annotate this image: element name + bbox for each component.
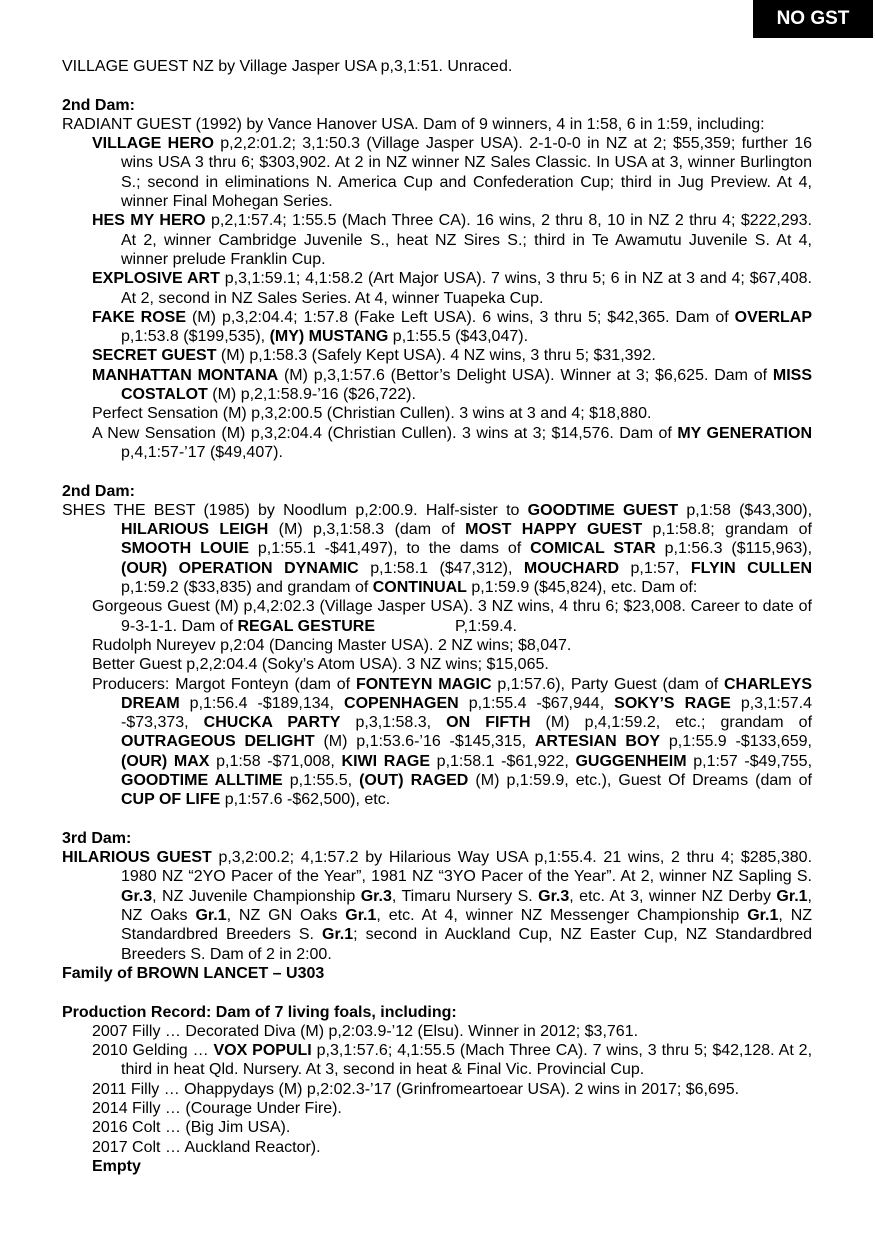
list-item: Empty — [92, 1157, 141, 1175]
pedigree-document — [62, 57, 812, 1176]
family-line: Family of BROWN LANCET – U303 — [62, 964, 325, 982]
no-gst-badge: NO GST — [753, 0, 873, 38]
list-item: A New Sensation (M) p,3,2:04.4 (Christian Cullen). 3 wins at 3; $14,576. Dam of MY GENERATION p,4,1:57-’17 ($49,407). — [92, 424, 812, 461]
list-item: SECRET GUEST (M) p,1:58.3 (Safely Kept USA). 4 NZ wins, 3 thru 5; $31,392. — [92, 347, 656, 365]
list-item: 2010 Gelding … VOX POPULI p,3,1:57.6; 4,1:55.5 (Mach Three CA). 7 wins, 3 thru 5; $42,128. At 2, third in heat Qld. Nursery. At 3, second in heat & Final Vic. Provincial Cup. — [92, 1042, 813, 1079]
dam-description: RADIANT GUEST (1992) by Vance Hanover USA. Dam of 9 winners, 4 in 1:58, 6 in 1:59, including: — [62, 115, 765, 133]
list-item: 2011 Filly … Ohappydays (M) p,2:02.3-’17 (Grinfromeartoear USA). 2 wins in 2017; $6,695. — [92, 1080, 740, 1098]
list-item: Producers: Margot Fonteyn (dam of FONTEYN MAGIC p,1:57.6), Party Guest (dam of CHARLEYS DREAM p,1:56.4 -$189,134, COPENHAGEN p,1:55.4 -$67,944, SOKY’S RAGE p,3,1:57.4 -$73,373, CHUCKA PARTY p,3,1:58.3, ON FIFTH (M) p,4,1:59.2, etc.; grandam of OUTRAGEOUS DELIGHT (M) p,1:53.6-’16 -$145,315, ARTESIAN BOY p,1:55.9 -$133,659, (OUR) MAX p,1:58 -$71,008, KIWI RAGE p,1:58.1 -$61,922, GUGGENHEIM p,1:57 -$49,755, GOODTIME ALLTIME p,1:55.5, (OUT) RAGED (M) p,1:59.9, etc.), Guest Of Dreams (dam of CUP OF LIFE p,1:57.6 -$62,500), etc. — [92, 675, 813, 809]
list-item: Rudolph Nureyev p,2:04 (Dancing Master USA). 2 NZ wins; $8,047. — [92, 636, 572, 654]
intro-line: VILLAGE GUEST NZ by Village Jasper USA p,3,1:51. Unraced. — [62, 58, 513, 75]
list-item: MANHATTAN MONTANA (M) p,3,1:57.6 (Bettor’s Delight USA). Winner at 3; $6,625. Dam of MISS COSTALOT (M) p,2,1:58.9-’16 ($26,722). — [92, 366, 812, 404]
section-heading-2nd-dam: 2nd Dam: — [62, 96, 135, 114]
list-item: FAKE ROSE (M) p,3,2:04.4; 1:57.8 (Fake Left USA). 6 wins, 3 thru 5; $42,365. Dam of OVERLAP p,1:53.8 ($199,535), (MY) MUSTANG p,1:55.5 ($43,047). — [92, 308, 812, 346]
section-heading-3rd-dam: 3rd Dam: — [62, 829, 132, 847]
list-item: 2014 Filly … (Courage Under Fire). — [92, 1100, 342, 1118]
list-item: 2017 Colt … Auckland Reactor). — [92, 1138, 321, 1156]
list-item: VILLAGE HERO p,2,2:01.2; 3,1:50.3 (Village Jasper USA). 2-1-0-0 in NZ at 2; $55,359; further 16 wins USA 3 thru 6; $303,902. At 2 in NZ winner NZ Sales Classic. In USA at 3, winner Burlington S.; second in eliminations N. America Cup and Confederation Cup; third in Jug Preview. At 4, winner Final Mohegan Series. — [92, 135, 812, 211]
list-item: Perfect Sensation (M) p,3,2:00.5 (Christian Cullen). 3 wins at 3 and 4; $18,880. — [92, 405, 652, 423]
list-item: Gorgeous Guest (M) p,4,2:02.3 (Village Jasper USA). 3 NZ wins, 4 thru 6; $23,008. Career to date of 9-3-1-1. Dam of REGAL GESTURE P,1:59.4. — [92, 598, 812, 635]
list-item: HES MY HERO p,2,1:57.4; 1:55.5 (Mach Three CA). 16 wins, 2 thru 8, 10 in NZ 2 thru 4; $222,293. At 2, winner Cambridge Juvenile S., heat NZ Sires S.; third in Te Awamutu Juvenile S. At 4, winner prelude Franklin Cup. — [92, 212, 812, 268]
list-item: 2007 Filly … Decorated Diva (M) p,2:03.9-’12 (Elsu). Winner in 2012; $3,761. — [92, 1022, 639, 1040]
list-item: Better Guest p,2,2:04.4 (Soky’s Atom USA). 3 NZ wins; $15,065. — [92, 656, 549, 674]
section-heading-2nd-dam-b: 2nd Dam: — [62, 482, 135, 500]
list-item: 2016 Colt … (Big Jim USA). — [92, 1119, 291, 1137]
production-heading: Production Record: Dam of 7 living foals, including: — [62, 1003, 457, 1021]
dam-description: HILARIOUS GUEST p,3,2:00.2; 4,1:57.2 by Hilarious Way USA p,1:55.4. 21 wins, 2 thru 4; $285,380. 1980 NZ “2YO Pacer of the Year”, 1981 NZ “3YO Pacer of the Year”. At 2, winner NZ Sapling S. Gr.3, NZ Juvenile Championship Gr.3, Timaru Nursery S. Gr.3, etc. At 3, winner NZ Derby Gr.1, NZ Oaks Gr.1, NZ GN Oaks Gr.1, etc. At 4, winner NZ Messenger Championship Gr.1, NZ Standardbred Breeders S. Gr.1; second in Auckland Cup, NZ Easter Cup, NZ Standardbred Breeders S. Dam of 2 in 2:00. — [62, 849, 813, 963]
list-item: EXPLOSIVE ART p,3,1:59.1; 4,1:58.2 (Art Major USA). 7 wins, 3 thru 5; 6 in NZ at 3 and 4; $67,408. At 2, second in NZ Sales Series. At 4, winner Tuapeka Cup. — [92, 270, 812, 307]
dam-description: SHES THE BEST (1985) by Noodlum p,2:00.9. Half-sister to GOODTIME GUEST p,1:58 ($43,300), HILARIOUS LEIGH (M) p,3,1:58.3 (dam of MOST HAPPY GUEST p,1:58.8; grandam of SMOOTH LOUIE p,1:55.1 -$41,497), to the dams of COMICAL STAR p,1:56.3 ($115,963), (OUR) OPERATION DYNAMIC p,1:58.1 ($47,312), MOUCHARD p,1:57, FLYIN CULLEN p,1:59.2 ($33,835) and grandam of CONTINUAL p,1:59.9 ($45,824), etc. Dam of: — [62, 501, 813, 597]
